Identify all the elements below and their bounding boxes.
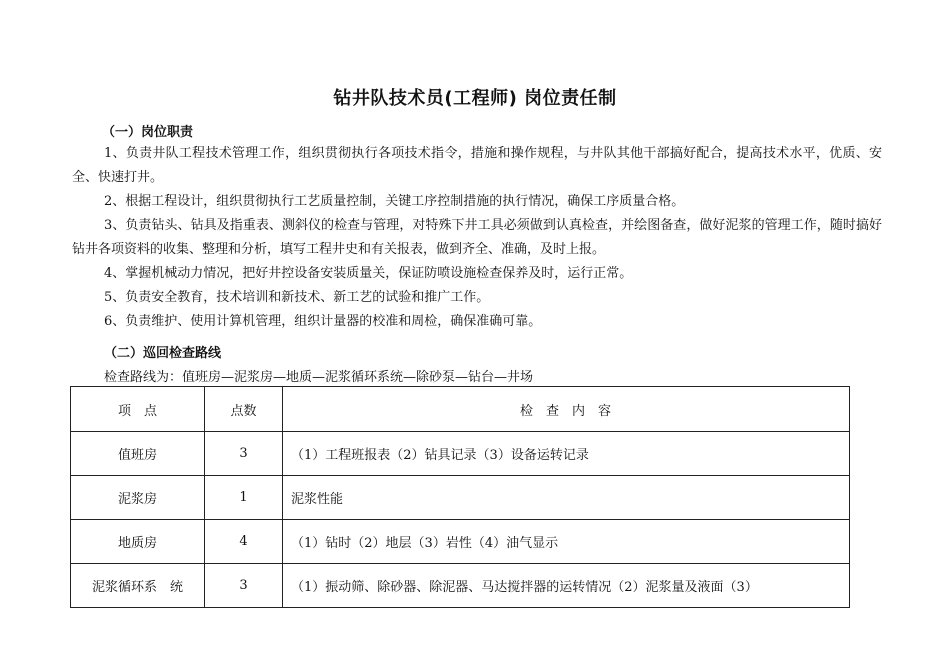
duty-paragraph-6: 6、负责维护、使用计算机管理，组织计量器的校准和周检，确保准确可靠。 [104, 314, 542, 329]
row-content: 泥浆性能 [283, 476, 850, 520]
row-item: 值班房 [71, 432, 205, 476]
row-count: 3 [205, 432, 283, 476]
row-count: 4 [205, 520, 283, 564]
row-content: （1）工程班报表（2）钻具记录（3）设备运转记录 [283, 432, 850, 476]
duty-paragraph-1: 1、负责井队工程技术管理工作，组织贯彻执行各项技术指令，措施和操作规程，与井队其他干部搞好配合，提高技术水平，优质、安全、快速打井。 [72, 146, 882, 185]
row-content: （1）振动筛、除砂器、除泥器、马达搅拌器的运转情况（2）泥浆量及液面（3） [283, 564, 850, 608]
duty-paragraph-2: 2、根据工程设计，组织贯彻执行工艺质量控制，关键工序控制措施的执行情况，确保工序质量合格。 [104, 194, 685, 209]
row-item: 泥浆房 [71, 476, 205, 520]
inspection-route-text: 检查路线为：值班房—泥浆房—地质—泥浆循环系统—除砂泵—钻台—井场 [104, 370, 534, 385]
header-item: 项 点 [71, 387, 205, 432]
header-count: 点数 [205, 387, 283, 432]
inspection-table [70, 386, 850, 608]
row-content: （1）钻时（2）地层（3）岩性（4）油气显示 [283, 520, 850, 564]
table-row [71, 520, 850, 564]
section-heading-duties: （一）岗位职责 [102, 125, 194, 140]
row-item: 地质房 [71, 520, 205, 564]
table-row [71, 476, 850, 520]
row-count: 1 [205, 476, 283, 520]
table-row [71, 564, 850, 608]
duty-paragraph-3: 3、负责钻头、钻具及指重表、测斜仪的检查与管理，对特殊下井工具必须做到认真检查，并绘图备查，做好泥浆的管理工作，随时搞好钻井各项资料的收集、整理和分析，填写工程井史和有关报表，做到齐全、准确，及时上报。 [72, 218, 882, 257]
row-count: 3 [205, 564, 283, 608]
duty-paragraph-5: 5、负责安全教育，技术培训和新技术、新工艺的试验和推广工作。 [104, 290, 490, 305]
duty-paragraph-4: 4、掌握机械动力情况，把好井控设备安装质量关，保证防喷设施检查保养及时，运行正常。 [104, 266, 633, 281]
header-content: 检 查 内 容 [283, 387, 850, 432]
table-row [71, 432, 850, 476]
table-header-row [71, 387, 850, 432]
document-title: 钻井队技术员(工程师) 岗位责任制 [333, 88, 617, 109]
row-item: 泥浆循环系 统 [71, 564, 205, 608]
section-heading-inspection-route: （二）巡回检查路线 [104, 346, 222, 361]
